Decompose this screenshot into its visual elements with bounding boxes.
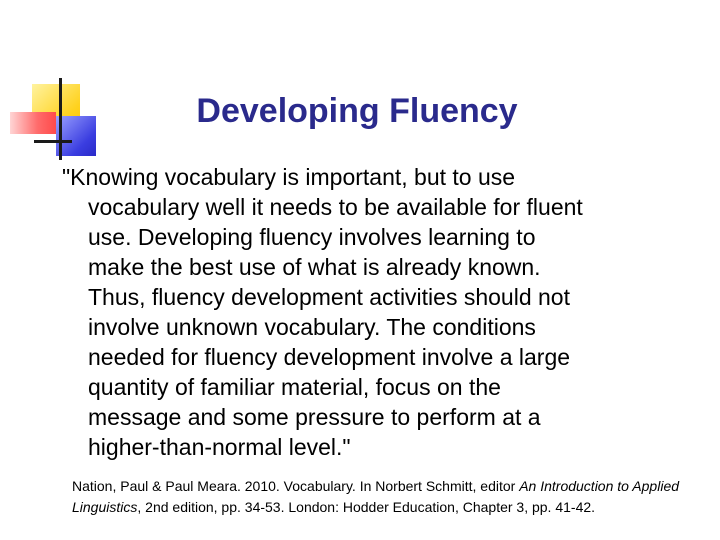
quote-line: use. Developing fluency involves learning to xyxy=(88,224,536,250)
quote-line: involve unknown vocabulary. The conditions xyxy=(88,314,536,340)
quote-line: "Knowing vocabulary is important, but to use xyxy=(62,164,516,190)
citation xyxy=(72,476,702,518)
citation-book-title: An Introduction to Applied Linguistics xyxy=(72,478,680,515)
quote-line: message and some pressure to perform at a xyxy=(88,404,541,430)
quote-line: Thus, fluency development activities should not xyxy=(88,284,570,310)
logo-horizontal-line xyxy=(34,140,72,143)
quote-line: quantity of familiar material, focus on the xyxy=(88,374,501,400)
quote-block xyxy=(62,162,702,462)
citation-text: Nation, Paul & Paul Meara. 2010. Vocabulary. In Norbert Schmitt, editor xyxy=(72,478,520,494)
quote-line: needed for fluency development involve a large xyxy=(88,344,571,370)
quote-line: higher-than-normal level." xyxy=(88,434,351,460)
citation-details: , 2nd edition, pp. 34-53. London: Hodder Education, Chapter 3, pp. 41-42. xyxy=(137,499,596,515)
slide-title xyxy=(0,92,720,131)
quote-line: vocabulary well it needs to be available for fluent xyxy=(88,194,583,220)
quote-line: make the best use of what is already known. xyxy=(88,254,541,280)
slide-title-text: Developing Fluency xyxy=(196,92,518,130)
